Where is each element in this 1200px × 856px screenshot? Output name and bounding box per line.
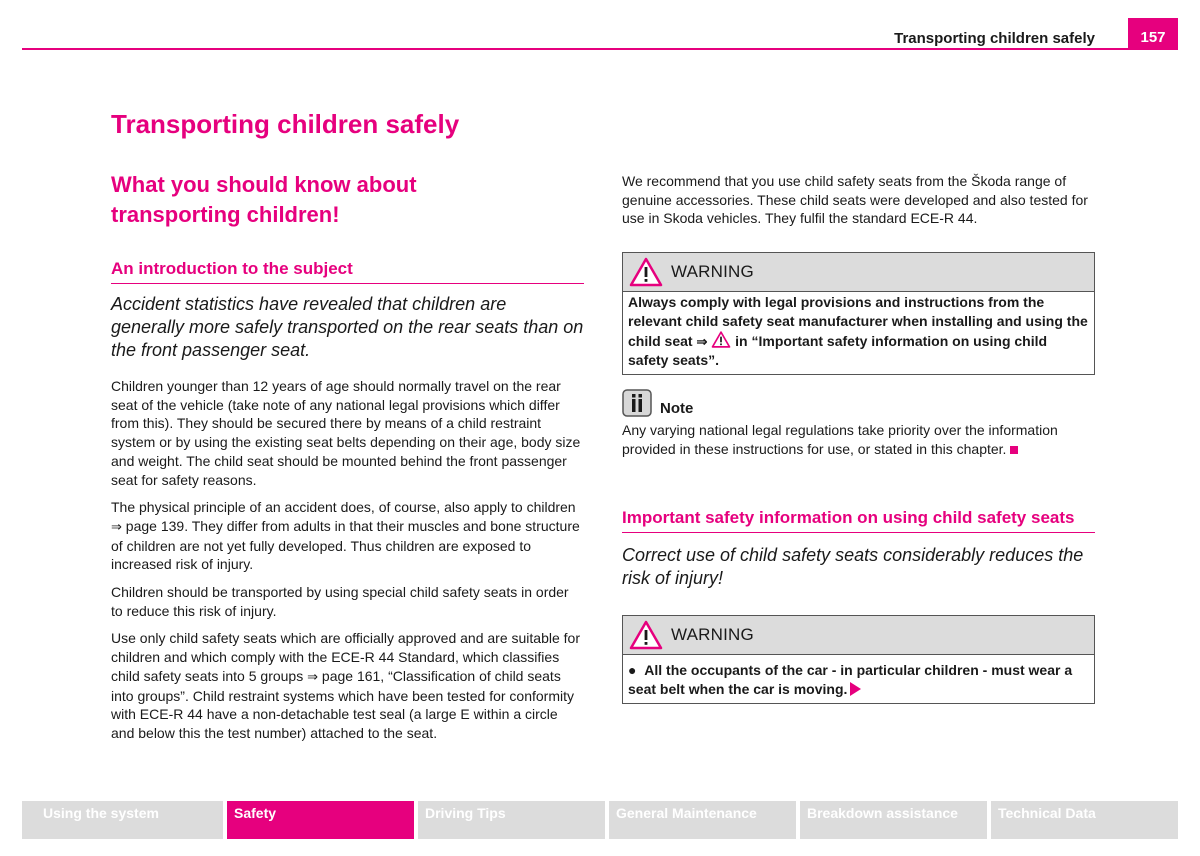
arrow-icon: ⇒ — [111, 518, 122, 534]
body-paragraph-1: Children younger than 12 years of age should normally travel on the rear seat of the vehicle (take note of any national legal provisions which differ from this). They should be secured there by means of a child restraint system or by using the existing seat belts depending on their age, body size and weight. The child seat should be mounted behind the front passenger seat for safety reasons. — [111, 378, 581, 488]
footer-nav — [22, 801, 1178, 839]
warning-box-1 — [622, 252, 1095, 375]
body-paragraph-3: Children should be transported by using special child safety seats in order to reduce this risk of injury. — [111, 584, 569, 619]
lead-paragraph-right: Correct use of child safety seats considerably reduces the risk of injury! — [622, 545, 1084, 589]
body-paragraph-4: Use only child safety seats which are officially approved and are suitable for children and which comply with the ECE-R 44 Standard, which classifies child safety seats into 5 groups ⇒ page 161, “Classification of child seats into groups”. Child restraint systems which have been tested for conformity with ECE-R 44 have a non-detachable test seal (a large E within a circle and below this the test number) attached to the seat. — [111, 630, 580, 741]
footer-tab-general-maintenance[interactable]: General Maintenance — [609, 801, 796, 839]
footer-tab-driving-tips[interactable]: Driving Tips — [418, 801, 605, 839]
warning-triangle-icon[interactable] — [711, 331, 731, 348]
left-column — [111, 170, 584, 752]
warning-label: WARNING — [671, 262, 754, 282]
body-paragraph-2: The physical principle of an accident does, of course, also apply to children ⇒ page 139. They differ from adults in that their muscles and bone structure of children are not yet fully developed. Thus children are exposed to increased risk of injury. — [111, 499, 580, 573]
warning-text: ● All the occupants of the car - in particular children - must wear a seat belt when the car is moving. — [628, 662, 1073, 698]
header-rule — [22, 48, 1178, 50]
warning-header — [623, 616, 1094, 655]
page-title: Transporting children safely — [111, 109, 460, 139]
footer-tab-breakdown-assistance[interactable]: Breakdown assistance — [800, 801, 987, 839]
page-number: 157 — [1128, 18, 1178, 50]
note-icon — [622, 389, 652, 417]
warning-box-2 — [622, 615, 1095, 703]
note-header — [622, 387, 1095, 417]
continue-arrow-icon[interactable] — [850, 682, 861, 696]
footer-tab-safety[interactable]: Safety — [227, 801, 414, 839]
note-text: Any varying national legal regulations take priority over the information provided in these instructions for use, or stated in this chapter. — [622, 421, 1058, 457]
end-square-icon — [1010, 446, 1018, 454]
page-reference-link[interactable]: page 161, “Classification of child seats into groups” — [111, 667, 561, 704]
arrow-icon: ⇒ — [696, 333, 708, 349]
lead-paragraph: Accident statistics have revealed that children are generally more safely transported on the rear seats than on the front passenger seat. — [111, 294, 584, 360]
warning-header — [623, 253, 1094, 292]
note-label: Note — [660, 399, 694, 417]
running-header-title: Transporting children safely — [894, 30, 1095, 47]
footer-tab-using-the-system[interactable]: Using the system — [22, 801, 223, 839]
warning-text: Always comply with legal provisions and instructions from the relevant child safety seat manufacturer when installing and using the child seat ⇒ in “Important safety information on using child safety seats”. — [628, 294, 1088, 369]
warning-triangle-icon — [629, 257, 663, 287]
section-heading: What you should know about transporting children! — [111, 172, 417, 227]
warning-triangle-icon — [629, 620, 663, 650]
bullet-icon: ● — [628, 662, 645, 679]
arrow-icon: ⇒ — [307, 668, 319, 684]
page-reference-link[interactable]: page 139 — [125, 517, 185, 534]
warning-label: WARNING — [671, 625, 754, 645]
subsection-heading-safety-info: Important safety information on using child safety seats — [622, 507, 1095, 533]
right-column — [622, 172, 1095, 704]
footer-tab-technical-data[interactable]: Technical Data — [991, 801, 1178, 839]
intro-paragraph: We recommend that you use child safety seats from the Škoda range of genuine accessories. These child seats were developed and also tested for use in Skoda vehicles. They fulfil the standard ECE-R 44. — [622, 173, 1088, 227]
subsection-heading-introduction: An introduction to the subject — [111, 258, 584, 284]
